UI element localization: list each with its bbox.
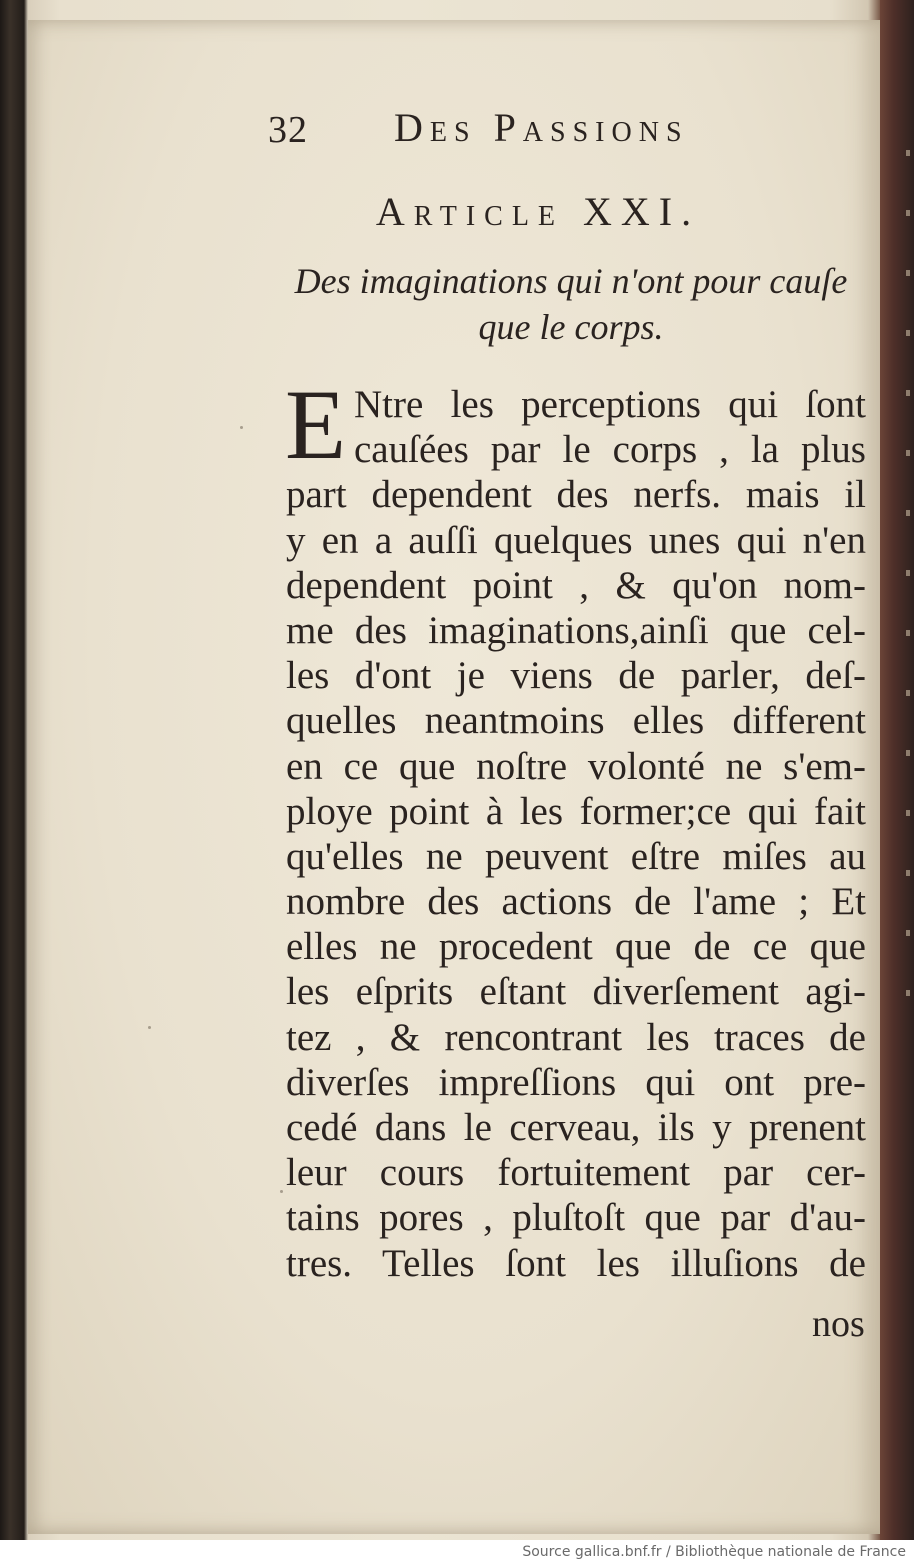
text-line: me des imaginations,ainſi que cel- — [286, 608, 866, 652]
text-line: y en a auſſi quelques unes qui n'en — [286, 518, 866, 562]
text-line: elles ne procedent que de ce que — [286, 925, 866, 969]
footer-bar — [0, 1540, 914, 1566]
article-heading: Article XXI. — [375, 189, 701, 234]
text-line: qu'elles ne peuvent eſtre miſes au — [286, 834, 866, 878]
text-line: leur cours fortuitement par cer- — [286, 1151, 866, 1195]
text-line: tains pores , pluſtoſt que par d'au- — [286, 1196, 866, 1240]
adjacent-page-edge — [880, 0, 914, 1540]
text-line: les d'ont je viens de parler, deſ- — [286, 654, 866, 698]
source-credit: Source gallica.bnf.fr / Bibliothèque nationale de France — [522, 1544, 906, 1560]
text-line: quelles neantmoins elles different — [286, 699, 866, 743]
text-line: tez , & rencontrant les traces de — [286, 1015, 866, 1059]
running-head: Des Passions — [394, 105, 689, 150]
body-text — [285, 369, 866, 1286]
text-line: dependent point , & qu'on nom- — [286, 563, 866, 607]
page-number: 32 — [268, 109, 308, 151]
text-line: cauſées par le corps , la plus — [354, 428, 866, 472]
subtitle-line: que le corps. — [478, 307, 664, 347]
text-line: les eſprits eſtant diverſement agi- — [286, 970, 866, 1014]
text-line: cedé dans le cerveau, ils y prenent — [286, 1106, 866, 1149]
text-line: ploye point à les former;ce qui fait — [286, 789, 866, 833]
text-line: Ntre les perceptions qui ſont — [354, 383, 866, 426]
text-line: diverſes impreſſions qui ont pre- — [286, 1060, 866, 1104]
text-line: nombre des actions de l'ame ; Et — [286, 880, 866, 924]
page-header — [268, 104, 748, 154]
subtitle-line: Des imaginations qui n'ont pour cauſe — [294, 261, 848, 301]
catchword: nos — [812, 1303, 865, 1345]
drop-cap: E — [285, 369, 347, 480]
text-line: en ce que noſtre volonté ne s'em- — [286, 744, 866, 788]
text-line: tres. Telles ſont les illuſions de — [286, 1241, 866, 1285]
article-subtitle — [276, 258, 866, 350]
text-line: part dependent des nerfs. mais il — [286, 473, 866, 517]
